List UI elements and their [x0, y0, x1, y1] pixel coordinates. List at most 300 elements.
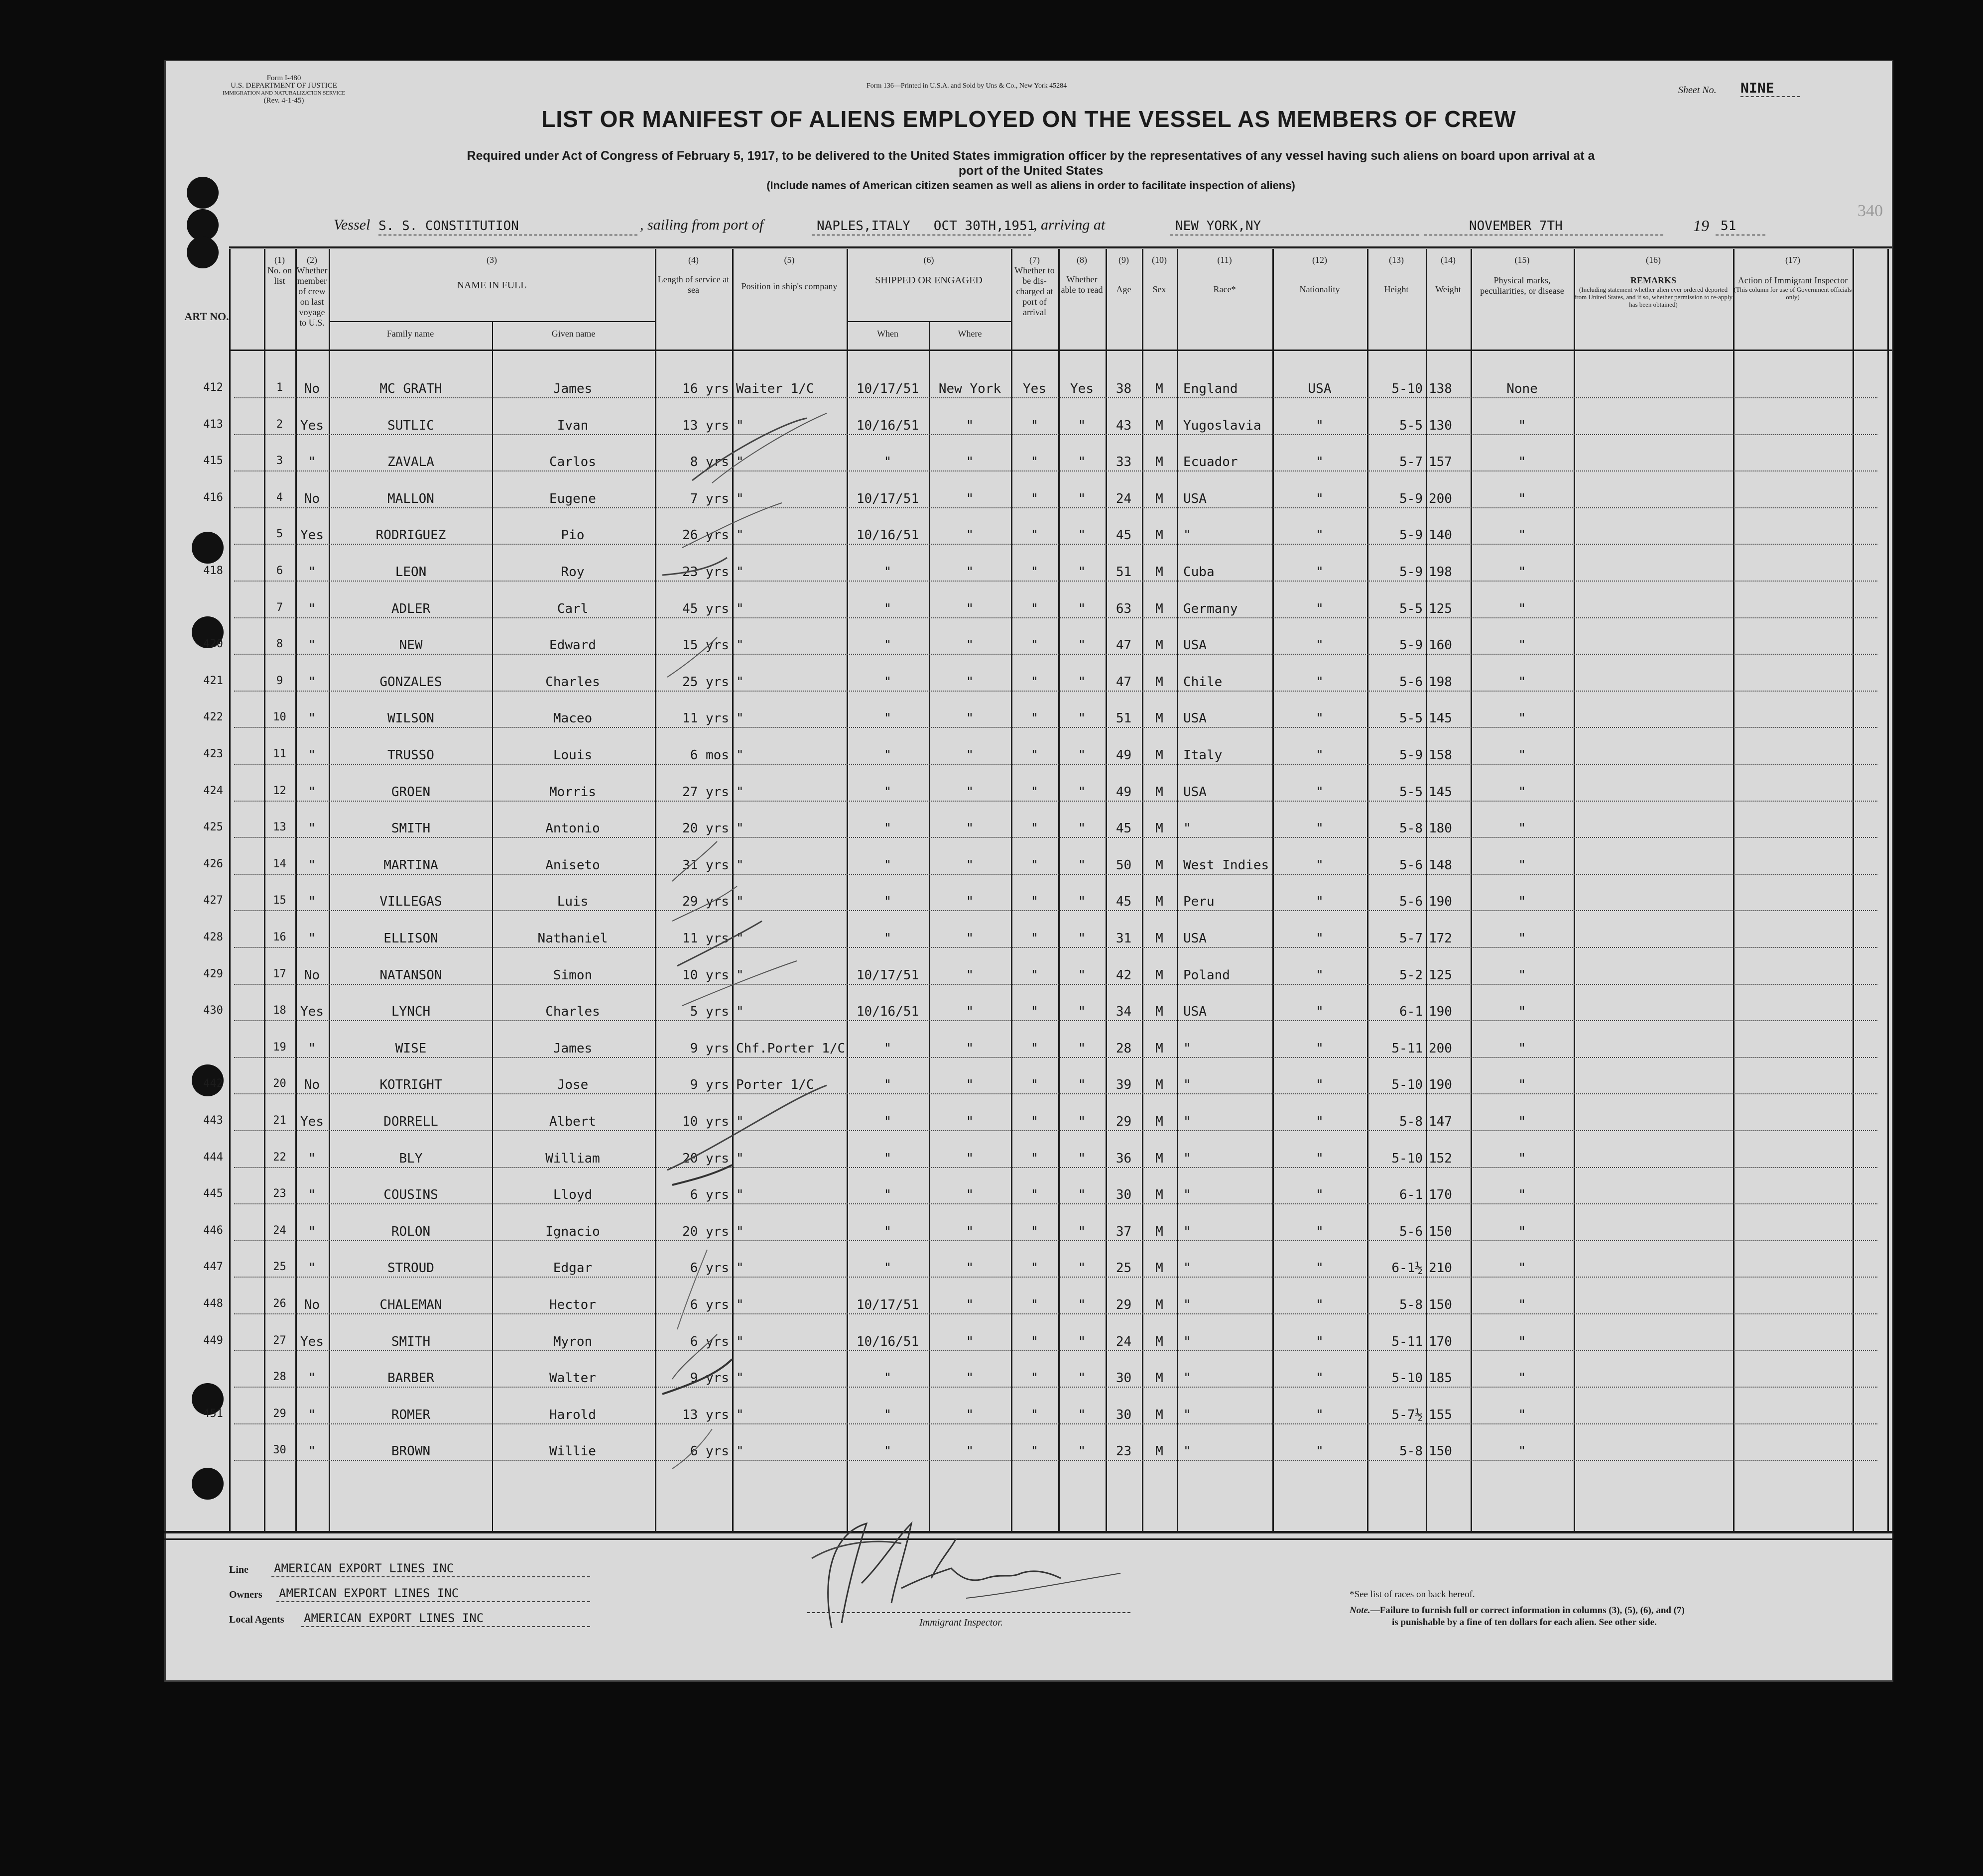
cell-discharged: " — [1030, 1114, 1039, 1129]
cell-length-of-service: 15 yrs — [682, 638, 729, 653]
cell-shipped-when: " — [883, 857, 892, 873]
header-col-12-label: Nationality — [1299, 284, 1340, 294]
cell-age: 63 — [1115, 601, 1132, 616]
cell-shipped-when: " — [883, 1371, 892, 1386]
header-col-4 — [655, 255, 732, 295]
cell-given-name: Edward — [549, 638, 596, 653]
cell-shipped-where: " — [966, 1297, 974, 1312]
cell-nationality: " — [1316, 455, 1324, 470]
header-col-13-label: Height — [1384, 284, 1409, 294]
header-col-10 — [1142, 255, 1177, 295]
cell-list-number: 30 — [273, 1444, 286, 1457]
cell-nationality: " — [1316, 1077, 1324, 1093]
cell-race: England — [1183, 381, 1238, 396]
cell-physical-marks: " — [1518, 711, 1526, 726]
cell-given-name: Charles — [545, 1004, 600, 1020]
cell-given-name: James — [553, 1041, 593, 1056]
vessel-label: Vessel — [334, 217, 371, 233]
header-col-14 — [1426, 255, 1471, 295]
cell-shipped-when: 10/16/51 — [856, 528, 919, 543]
cell-physical-marks: " — [1518, 1407, 1526, 1422]
header-col-4-label: Length of service at sea — [657, 274, 730, 295]
cell-nationality: " — [1316, 967, 1324, 983]
cell-weight: 190 — [1429, 1004, 1452, 1020]
cell-discharged: " — [1030, 1077, 1039, 1093]
header-col-5 — [732, 255, 847, 292]
cell-sex: M — [1155, 1041, 1163, 1056]
arriving-label: , arriving at — [1033, 217, 1106, 233]
cell-discharged: " — [1030, 638, 1039, 653]
service-name: IMMIGRATION AND NATURALIZATION SERVICE — [222, 90, 346, 96]
cell-physical-marks: " — [1518, 601, 1526, 616]
cell-able-to-read: " — [1078, 1077, 1086, 1093]
cell-nationality: " — [1316, 1004, 1324, 1020]
cell-list-number: 7 — [276, 601, 283, 614]
cell-physical-marks: " — [1518, 857, 1526, 873]
cell-position: " — [736, 894, 744, 910]
cell-able-to-read: " — [1078, 455, 1086, 470]
cell-position: Waiter 1/C — [736, 381, 814, 396]
cell-sex: M — [1155, 784, 1163, 800]
cell-weight: 150 — [1429, 1297, 1452, 1312]
cell-nationality: " — [1316, 418, 1324, 433]
header-col-15 — [1471, 255, 1574, 296]
cell-age: 30 — [1115, 1187, 1132, 1203]
cell-list-number: 10 — [273, 711, 286, 724]
cell-list-number: 5 — [276, 528, 283, 541]
header-col-17-sublabel: (This column for use of Government officials only) — [1734, 286, 1852, 301]
cell-sex: M — [1155, 1004, 1163, 1020]
cell-shipped-when: " — [883, 1077, 892, 1093]
cell-physical-marks: " — [1518, 784, 1526, 800]
cell-given-name: James — [553, 381, 593, 396]
cell-age: 24 — [1115, 1334, 1132, 1349]
cell-discharged: " — [1030, 1261, 1039, 1276]
header-art-no: ART NO. — [184, 310, 229, 323]
cell-sex: M — [1155, 931, 1163, 946]
cell-weight: 200 — [1429, 491, 1452, 506]
cell-shipped-where: " — [966, 1004, 974, 1020]
cell-position: " — [736, 1261, 744, 1276]
row-rule — [234, 691, 1877, 692]
cell-shipped-when: " — [883, 565, 892, 580]
cell-weight: 150 — [1429, 1224, 1452, 1239]
cell-crew-last-voyage: " — [308, 1151, 316, 1166]
cell-able-to-read: " — [1078, 784, 1086, 800]
cell-discharged: " — [1030, 784, 1039, 800]
cell-discharged: " — [1030, 455, 1039, 470]
cell-sex: M — [1155, 1187, 1163, 1203]
header-col-6 — [847, 255, 1011, 286]
cell-length-of-service: 13 yrs — [682, 1407, 729, 1422]
cell-art-number: 430 — [203, 1004, 223, 1017]
row-rule — [234, 1423, 1877, 1424]
cell-age: 29 — [1115, 1114, 1132, 1129]
footer-lines-block — [229, 1558, 777, 1638]
cell-given-name: Aniseto — [545, 857, 600, 873]
manifest-page — [164, 60, 1893, 1682]
cell-list-number: 20 — [273, 1077, 286, 1090]
year-suffix: 51 — [1721, 219, 1736, 234]
header-col-16-label: REMARKS — [1630, 275, 1676, 285]
cell-list-number: 2 — [276, 418, 283, 431]
cell-weight: 157 — [1429, 455, 1452, 470]
cell-length-of-service: 16 yrs — [682, 381, 729, 396]
cell-height: 6-1 — [1399, 1004, 1423, 1020]
cell-length-of-service: 11 yrs — [682, 931, 729, 946]
row-rule — [234, 1167, 1877, 1168]
row-rule — [234, 434, 1877, 435]
cell-physical-marks: " — [1518, 748, 1526, 763]
cell-able-to-read: " — [1078, 601, 1086, 616]
header-col-7-number: (7) — [1029, 255, 1040, 265]
cell-nationality: " — [1316, 784, 1324, 800]
note-text-1: —Failure to furnish full or correct information in columns (3), (5), (6), and (7) — [1370, 1605, 1685, 1616]
cell-family-name: MC GRATH — [379, 381, 442, 396]
cell-shipped-when: " — [883, 455, 892, 470]
cell-height: 5-5 — [1399, 711, 1423, 726]
cell-able-to-read: " — [1078, 1334, 1086, 1349]
row-rule — [234, 801, 1877, 802]
arrival-port: NEW YORK,NY — [1175, 219, 1261, 234]
cell-crew-last-voyage: " — [308, 1041, 316, 1056]
cell-sex: M — [1155, 821, 1163, 836]
cell-discharged: " — [1030, 601, 1039, 616]
cell-list-number: 11 — [273, 748, 286, 760]
cell-list-number: 22 — [273, 1151, 286, 1164]
row-rule — [234, 1130, 1877, 1131]
cell-given-name: Hector — [549, 1297, 596, 1312]
row-rule — [234, 1093, 1877, 1094]
cell-able-to-read: " — [1078, 674, 1086, 690]
cell-art-number: 416 — [203, 491, 223, 504]
cell-sex: M — [1155, 1114, 1163, 1129]
cell-given-name: Carl — [557, 601, 589, 616]
cell-shipped-where: " — [966, 967, 974, 983]
cell-shipped-when: " — [883, 674, 892, 690]
vessel-name: S. S. CONSTITUTION — [378, 219, 519, 234]
cell-family-name: MARTINA — [383, 857, 438, 873]
cell-crew-last-voyage: " — [308, 748, 316, 763]
row-rule — [234, 654, 1877, 655]
cell-able-to-read: " — [1078, 1407, 1086, 1422]
cell-race: Poland — [1183, 967, 1230, 983]
cell-given-name: Eugene — [549, 491, 596, 506]
cell-family-name: MALLON — [387, 491, 434, 506]
cell-race: " — [1183, 1114, 1191, 1129]
cell-family-name: GONZALES — [379, 674, 442, 690]
cell-length-of-service: 6 yrs — [690, 1261, 729, 1276]
cell-race: USA — [1183, 784, 1207, 800]
cell-race: " — [1183, 1371, 1191, 1386]
cell-list-number: 28 — [273, 1371, 286, 1384]
cell-list-number: 27 — [273, 1334, 286, 1347]
cell-race: Peru — [1183, 894, 1215, 910]
cell-family-name: ROLON — [391, 1224, 431, 1239]
cell-height: 5-9 — [1399, 528, 1423, 543]
cell-shipped-when: " — [883, 601, 892, 616]
header-col-11 — [1177, 255, 1272, 295]
cell-position: " — [736, 1371, 744, 1386]
header-col-10-number: (10) — [1152, 255, 1167, 265]
cell-nationality: " — [1316, 931, 1324, 946]
cell-discharged: " — [1030, 894, 1039, 910]
row-rule — [234, 874, 1877, 875]
cell-crew-last-voyage: " — [308, 857, 316, 873]
cell-list-number: 6 — [276, 565, 283, 577]
cell-weight: 140 — [1429, 528, 1452, 543]
corner-number: 340 — [1858, 202, 1883, 220]
cell-height: 5-11 — [1391, 1041, 1423, 1056]
cell-height: 5-8 — [1399, 1444, 1423, 1459]
cell-race: USA — [1183, 711, 1207, 726]
cell-given-name: Harold — [549, 1407, 596, 1422]
cell-position: " — [736, 1114, 744, 1129]
cell-family-name: ZAVALA — [387, 455, 434, 470]
cell-crew-last-voyage: " — [308, 1371, 316, 1386]
cell-shipped-where: " — [966, 748, 974, 763]
row-rule — [234, 470, 1877, 471]
row-rule — [234, 1460, 1877, 1461]
cell-family-name: VILLEGAS — [379, 894, 442, 910]
cell-position: " — [736, 565, 744, 580]
header-col-9 — [1106, 255, 1142, 295]
cell-length-of-service: 7 yrs — [690, 491, 729, 506]
cell-height: 5-8 — [1399, 1297, 1423, 1312]
cell-weight: 158 — [1429, 748, 1452, 763]
cell-shipped-where: " — [966, 1407, 974, 1422]
cell-art-number: 424 — [203, 784, 223, 797]
cell-art-number: 447 — [203, 1261, 223, 1274]
row-rule — [234, 544, 1877, 545]
cell-family-name: BROWN — [391, 1444, 431, 1459]
cell-given-name: Walter — [549, 1371, 596, 1386]
cell-length-of-service: 6 yrs — [690, 1297, 729, 1312]
cell-able-to-read: " — [1078, 711, 1086, 726]
cell-family-name: BARBER — [387, 1371, 434, 1386]
cell-discharged: " — [1030, 1444, 1039, 1459]
cell-height: 5-9 — [1399, 638, 1423, 653]
cell-family-name: WILSON — [387, 711, 434, 726]
cell-sex: M — [1155, 1151, 1163, 1166]
cell-age: 51 — [1115, 711, 1132, 726]
cell-nationality: " — [1316, 638, 1324, 653]
cell-list-number: 23 — [273, 1187, 286, 1200]
header-col-5-number: (5) — [784, 255, 795, 265]
cell-given-name: Pio — [561, 528, 585, 543]
cell-sex: M — [1155, 857, 1163, 873]
header-col-16-number: (16) — [1646, 255, 1661, 265]
punch-hole — [187, 177, 219, 209]
cell-family-name: GROEN — [391, 784, 431, 800]
cell-weight: 185 — [1429, 1371, 1452, 1386]
cell-discharged: " — [1030, 711, 1039, 726]
cell-nationality: USA — [1308, 381, 1332, 396]
cell-given-name: Antonio — [545, 821, 600, 836]
cell-art-number: 418 — [203, 565, 223, 577]
cell-physical-marks: " — [1518, 1077, 1526, 1093]
cell-art-number: 445 — [203, 1187, 223, 1200]
cell-race: Yugoslavia — [1183, 418, 1261, 433]
cell-shipped-when: " — [883, 821, 892, 836]
cell-able-to-read: " — [1078, 1187, 1086, 1203]
cell-list-number: 29 — [273, 1407, 286, 1420]
cell-crew-last-voyage: Yes — [300, 418, 324, 433]
cell-crew-last-voyage: Yes — [300, 1004, 324, 1020]
cell-art-number: 444 — [203, 1151, 223, 1164]
cell-family-name: ELLISON — [383, 931, 438, 946]
cell-discharged: " — [1030, 748, 1039, 763]
cell-shipped-when: " — [883, 1041, 892, 1056]
cell-race: Chile — [1183, 674, 1223, 690]
cell-physical-marks: " — [1518, 894, 1526, 910]
cell-art-number: 420 — [203, 638, 223, 651]
cell-sex: M — [1155, 1297, 1163, 1312]
cell-sex: M — [1155, 894, 1163, 910]
cell-age: 36 — [1115, 1151, 1132, 1166]
cell-race: USA — [1183, 931, 1207, 946]
cell-shipped-when: " — [883, 1261, 892, 1276]
note-races: *See list of races on back hereof. — [1350, 1589, 1475, 1600]
cell-family-name: NEW — [399, 638, 423, 653]
column-line — [1733, 249, 1735, 1533]
cell-sex: M — [1155, 455, 1163, 470]
cell-age: 31 — [1115, 931, 1132, 946]
line-value: AMERICAN EXPORT LINES INC — [274, 1561, 454, 1575]
owners-underline — [276, 1601, 590, 1602]
cell-family-name: DORRELL — [383, 1114, 438, 1129]
cell-art-number: 428 — [203, 931, 223, 943]
cell-art-number: 415 — [203, 455, 223, 468]
cell-height: 5-7 — [1399, 931, 1423, 946]
cell-crew-last-voyage: No — [304, 967, 320, 983]
cell-weight: 170 — [1429, 1334, 1452, 1349]
cell-crew-last-voyage: " — [308, 821, 316, 836]
cell-sex: M — [1155, 711, 1163, 726]
cell-family-name: SMITH — [391, 821, 431, 836]
header-col-3 — [329, 255, 655, 291]
cell-nationality: " — [1316, 1407, 1324, 1422]
cell-given-name: Jose — [557, 1077, 589, 1093]
cell-crew-last-voyage: " — [308, 784, 316, 800]
cell-weight: 198 — [1429, 565, 1452, 580]
cell-shipped-where: " — [966, 1224, 974, 1239]
vessel-line — [164, 217, 1893, 236]
cell-position: " — [736, 455, 744, 470]
cell-nationality: " — [1316, 1224, 1324, 1239]
cell-shipped-where: " — [966, 711, 974, 726]
cell-age: 43 — [1115, 418, 1132, 433]
cell-discharged: " — [1030, 1371, 1039, 1386]
cell-physical-marks: " — [1518, 455, 1526, 470]
cell-able-to-read: " — [1078, 638, 1086, 653]
cell-physical-marks: " — [1518, 931, 1526, 946]
cell-physical-marks: " — [1518, 1371, 1526, 1386]
cell-weight: 145 — [1429, 711, 1452, 726]
cell-discharged: " — [1030, 1334, 1039, 1349]
header-col-8-number: (8) — [1077, 255, 1087, 265]
cell-discharged: " — [1030, 1297, 1039, 1312]
cell-given-name: Charles — [545, 674, 600, 690]
cell-able-to-read: " — [1078, 857, 1086, 873]
header-col-1-number: (1) — [274, 255, 285, 265]
line-underline — [271, 1576, 590, 1577]
cell-age: 25 — [1115, 1261, 1132, 1276]
cell-shipped-where: " — [966, 674, 974, 690]
cell-art-number: 443 — [203, 1114, 223, 1127]
cell-nationality: " — [1316, 748, 1324, 763]
header-col-15-label: Physical marks, peculiarities, or disease — [1480, 275, 1564, 296]
cell-physical-marks: " — [1518, 967, 1526, 983]
cell-physical-marks: " — [1518, 491, 1526, 506]
cell-length-of-service: 8 yrs — [690, 455, 729, 470]
cell-sex: M — [1155, 1407, 1163, 1422]
cell-able-to-read: " — [1078, 1371, 1086, 1386]
cell-race: " — [1183, 1444, 1191, 1459]
cell-given-name: William — [545, 1151, 600, 1166]
cell-crew-last-voyage: " — [308, 894, 316, 910]
header-col-4-number: (4) — [688, 255, 699, 265]
cell-physical-marks: " — [1518, 1334, 1526, 1349]
cell-weight: 125 — [1429, 601, 1452, 616]
cell-list-number: 25 — [273, 1261, 286, 1274]
cell-length-of-service: 29 yrs — [682, 894, 729, 910]
header-col-6-label: SHIPPED OR ENGAGED — [875, 275, 983, 286]
row-rule — [234, 617, 1877, 618]
header-col-8 — [1058, 255, 1106, 295]
cell-crew-last-voyage: " — [308, 674, 316, 690]
cell-sex: M — [1155, 748, 1163, 763]
cell-able-to-read: " — [1078, 528, 1086, 543]
cell-age: 50 — [1115, 857, 1132, 873]
cell-shipped-where: " — [966, 1261, 974, 1276]
cell-weight: 198 — [1429, 674, 1452, 690]
pencil-tick-marks — [662, 339, 1011, 1543]
sheet-label: Sheet No. — [1678, 85, 1717, 96]
cell-position: " — [736, 528, 744, 543]
header-col-8-label: Whether able to read — [1061, 274, 1103, 295]
header-col-11-number: (11) — [1217, 255, 1232, 265]
cell-discharged: " — [1030, 1224, 1039, 1239]
row-rule — [234, 1313, 1877, 1314]
cell-length-of-service: 31 yrs — [682, 857, 729, 873]
date-underline — [1424, 234, 1663, 235]
cell-nationality: " — [1316, 1297, 1324, 1312]
cell-physical-marks: " — [1518, 1151, 1526, 1166]
cell-position: " — [736, 748, 744, 763]
cell-able-to-read: Yes — [1070, 381, 1094, 396]
cell-race: Germany — [1183, 601, 1238, 616]
cell-weight: 138 — [1429, 381, 1452, 396]
cell-discharged: " — [1030, 565, 1039, 580]
cell-physical-marks: " — [1518, 528, 1526, 543]
cell-shipped-when: " — [883, 1407, 892, 1422]
header-col-2-label: Whether member of crew on last voyage to U.S. — [296, 265, 328, 328]
column-line — [1574, 249, 1575, 1533]
cell-length-of-service: 9 yrs — [690, 1041, 729, 1056]
cell-shipped-when: " — [883, 1151, 892, 1166]
line-label: Line — [229, 1564, 248, 1575]
note-block — [1350, 1605, 1685, 1616]
cell-race: " — [1183, 1187, 1191, 1203]
cell-nationality: " — [1316, 1261, 1324, 1276]
cell-shipped-where: " — [966, 601, 974, 616]
cell-shipped-where: " — [966, 455, 974, 470]
cell-height: 5-10 — [1391, 1077, 1423, 1093]
cell-crew-last-voyage: No — [304, 1297, 320, 1312]
header-col-3-label: NAME IN FULL — [457, 280, 527, 291]
cell-list-number: 13 — [273, 821, 286, 834]
